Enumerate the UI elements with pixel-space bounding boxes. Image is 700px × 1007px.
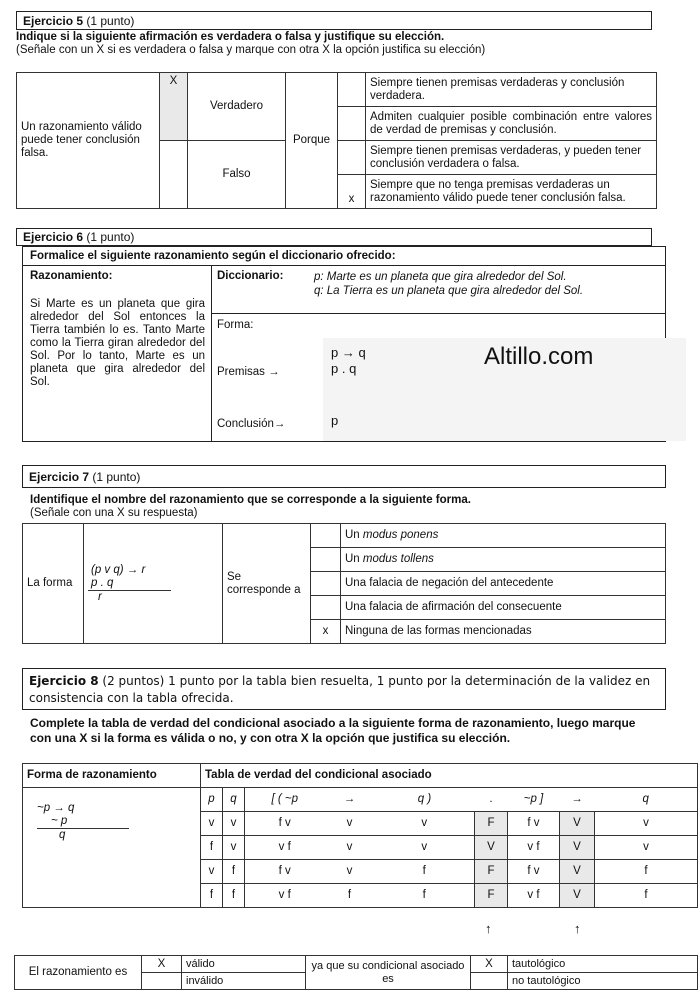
ex8-cell: f v [245,860,325,884]
ex6-divider [22,265,666,266]
ex5-points: (1 punto) [83,14,135,28]
ex8-cell: v [201,860,223,884]
ex8-instruction: Complete la tabla de verdad del condicional asociado a la siguiente forma de razonamiento, luego marque con una X si la forma es válida o no, y con otra X la opción que justifica su elección. [30,716,636,745]
ex6-premises-label: Premisas → [217,366,280,378]
up-arrow-icon: ↑ [574,921,581,936]
ex6-premise-1: p → q [331,345,366,360]
ex6-dict-p: p: Marte es un planeta que gira alrededor del Sol. [314,271,567,283]
ex8-cell: f [375,884,475,908]
ex8-head-cell: q [223,788,245,812]
ex8-cell: f [375,860,475,884]
ex5-header [16,11,652,30]
ex8-nontaut: no tautológico [508,973,698,990]
ex8-form-line-1: ~p → q [37,802,75,814]
ex8-form [23,788,201,908]
ex8-points: (2 puntos) 1 punto por la tabla bien resuelta, 1 punto por la determinación de la validez en consistencia con la tabla ofrecida. [29,674,651,705]
ex5-mark-false[interactable] [160,141,188,209]
ex7-opt-mark[interactable] [311,548,341,572]
ex8-head-cell: p [201,788,223,812]
ex8-cell[interactable]: V [560,836,595,860]
ex6-premise-2: p . q [331,361,357,376]
ex8-cell[interactable]: V [560,860,595,884]
ex8-invalid-mark[interactable] [142,973,182,990]
ex8-cell: f v [508,812,560,836]
ex8-head-cell: → [325,788,375,812]
ex7-formula-line-3: r [98,590,102,603]
ex8-cell: v [375,812,475,836]
ex8-cell: f [223,884,245,908]
ex5-because: Porque [286,73,338,209]
ex7-opt-text: Una falacia de afirmación del consecuente [341,596,666,620]
ex8-col-table: Tabla de verdad del condicional asociado [201,764,698,788]
ex7-opt-mark[interactable]: x [311,620,341,644]
ex6-divider [211,313,666,314]
ex8-cell: f [201,836,223,860]
ex5-statement: Un razonamiento válido puede tener conclusión falsa. [17,73,160,209]
ex8-cell: v [325,812,375,836]
ex8-cell[interactable]: F [475,812,508,836]
ex8-head-cell: . [475,788,508,812]
up-arrow-icon: ↑ [485,921,492,936]
ex6-instruction: Formalice el siguiente razonamiento según el diccionario ofrecido: [30,250,396,262]
ex8-cell: v [375,836,475,860]
ex7-formula [84,524,223,644]
ex6-reasoning-label: Razonamiento: [30,270,113,282]
ex8-header [22,668,666,710]
ex6-header [16,228,652,246]
ex5-opt-mark[interactable] [338,73,366,107]
ex5-opt-mark[interactable] [338,141,366,175]
ex8-cell[interactable]: V [560,812,595,836]
ex8-cell[interactable]: V [475,836,508,860]
ex8-head-cell: ~p ] [508,788,560,812]
ex7-opt-text: Ninguna de las formas mencionadas [341,620,666,644]
watermark-logo: Altillo.com [484,343,594,370]
ex5-opt-text: Siempre que no tenga premisas verdaderas un razonamiento válido puede tener conclusión falsa. [366,175,657,209]
ex8-cell: v [595,836,698,860]
ex8-cell: f [595,860,698,884]
ex8-cell: v [223,836,245,860]
ex8-invalid: inválido [182,973,306,990]
ex8-cell[interactable]: F [475,884,508,908]
ex5-instruction: Indique si la siguiente afirmación es verdadera o falsa y justifique su elección. [16,31,445,43]
ex6-points: (1 punto) [83,230,135,244]
ex8-title: Ejercicio 8 [29,674,99,688]
ex7-opt-text: Un modus ponens [341,524,666,548]
ex7-note: (Señale con una X su respuesta) [30,507,198,519]
ex5-table [16,72,657,209]
ex6-conclusion: p [331,413,339,428]
ex5-opt-text: Siempre tienen premisas verdaderas y conclusión verdadera. [366,73,657,107]
ex8-head-cell: [ ( ~p [245,788,325,812]
ex8-answer-table [14,955,698,990]
ex6-conclusion-label: Conclusión→ [217,418,286,430]
ex8-cell: f [325,884,375,908]
ex8-head-cell: q ) [375,788,475,812]
ex8-reason-label: El razonamiento es [15,956,142,990]
ex5-opt-mark[interactable] [338,107,366,141]
ex7-opt-mark[interactable] [311,524,341,548]
ex7-form-label: La forma [23,524,84,644]
ex5-title: Ejercicio 5 [23,14,84,28]
ex7-corresponds: Se corresponde a [223,524,311,644]
ex7-formula-line-2: p . q [88,577,171,591]
ex5-note: (Señale con un X si es verdadera o falsa y marque con otra X la opción justifica su elección) [16,44,486,56]
ex8-taut: tautológico [508,956,698,973]
ex7-opt-mark[interactable] [311,596,341,620]
ex7-opt-mark[interactable] [311,572,341,596]
ex6-dict-label: Diccionario: [217,270,284,282]
ex8-form-line-2: ~ p [37,815,129,829]
ex7-points: (1 punto) [89,470,141,484]
ex8-head-cell: → [560,788,595,812]
ex7-header [22,465,666,488]
ex5-false-label: Falso [188,141,286,209]
ex8-cell: v f [508,884,560,908]
ex6-reasoning-text: Si Marte es un planeta que gira alrededor del Sol entonces la Tierra también lo es. Tanto Marte como la Tierra giran alrededor del Sol. Por lo tanto, Marte es un planeta que gira alrededor del Sol. [30,298,205,388]
ex5-true-label: Verdadero [188,73,286,141]
ex5-opt-mark[interactable]: x [338,175,366,209]
ex5-mark-true[interactable]: X [160,73,188,141]
ex8-cell: v [201,812,223,836]
ex8-cell: f [223,860,245,884]
ex7-opt-text: Un modus tollens [341,548,666,572]
ex8-cell: v f [245,836,325,860]
ex6-title: Ejercicio 6 [23,230,84,244]
ex8-taut-mark[interactable]: X [471,956,508,973]
ex8-cell: v f [508,836,560,860]
ex7-opt-text: Una falacia de negación del antecedente [341,572,666,596]
ex7-formula-line-1: (p v q) → r [91,563,146,576]
ex8-cell[interactable]: V [560,884,595,908]
ex7-title: Ejercicio 7 [29,470,90,484]
ex5-opt-text: Admiten cualquier posible combinación entre valores de verdad de premisas y conclusión. [366,107,657,141]
ex8-col-form: Forma de razonamiento [23,764,201,788]
ex8-form-line-3: q [59,829,66,841]
ex5-opt-text: Siempre tienen premisas verdaderas, y pueden tener conclusión verdadera o falsa. [366,141,657,175]
ex7-instruction: Identifique el nombre del razonamiento que se corresponde a la siguiente forma. [30,494,471,506]
ex6-divider [211,265,212,442]
ex8-cell: v [325,836,375,860]
ex8-truth-table [22,763,698,908]
ex8-valid-mark[interactable]: X [142,956,182,973]
ex8-cell: f [595,884,698,908]
ex8-cell[interactable]: F [475,860,508,884]
ex6-dict-q: q: La Tierra es un planeta que gira alrededor del Sol. [314,285,584,297]
ex8-cell: v [595,812,698,836]
ex8-cell: f v [508,860,560,884]
ex8-because: ya que su condicional asociado es [306,956,471,990]
ex8-cell: v [223,812,245,836]
ex6-form-label: Forma: [217,319,254,331]
ex8-cell: v f [245,884,325,908]
ex8-nontaut-mark[interactable] [471,973,508,990]
ex8-cell: f [201,884,223,908]
ex8-head-cell: q [595,788,698,812]
ex8-cell: v [325,860,375,884]
ex7-table [22,523,666,644]
ex8-valid: válido [182,956,306,973]
ex8-cell: f v [245,812,325,836]
